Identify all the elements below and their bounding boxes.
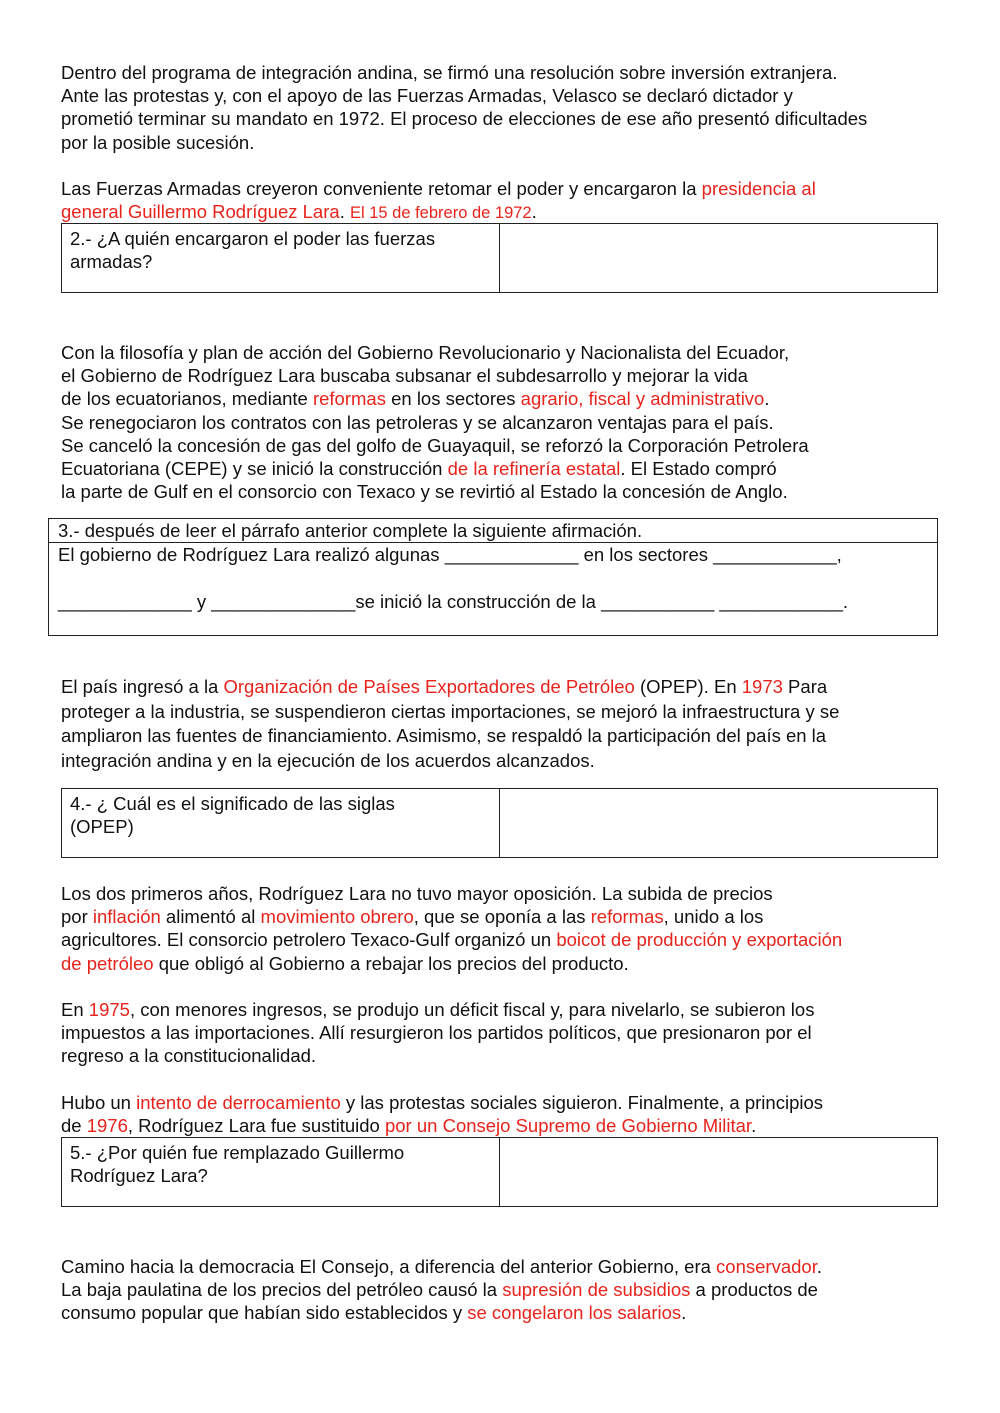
text-line: integración andina y en la ejecución de los acuerdos alcanzados.	[61, 749, 595, 771]
highlight-text: inflación	[92, 906, 161, 928]
highlight-text: de petróleo	[61, 952, 154, 974]
text-line	[61, 1301, 951, 1324]
highlight-text: 1976	[86, 1115, 128, 1137]
text-span: Para	[782, 676, 828, 697]
text-line	[61, 998, 951, 1021]
text-line	[61, 200, 951, 225]
paragraph-oposicion	[61, 882, 951, 975]
text-span: .	[339, 201, 350, 223]
highlight-text: Organización de Países Exportadores de Petróleo	[223, 676, 635, 697]
highlight-text: presidencia al	[701, 178, 816, 199]
highlight-text: intento de derrocamiento	[136, 1092, 341, 1113]
text-span: .	[531, 201, 537, 223]
highlight-text: reformas	[312, 388, 386, 410]
highlight-text: agrario, fiscal y administrativo	[520, 388, 765, 410]
question-text: 4.- ¿ Cuál es el significado de las siglas	[70, 793, 395, 814]
text-span: . El Estado compró	[620, 458, 777, 480]
text-span: .	[681, 1302, 687, 1324]
question-text: (OPEP)	[70, 816, 134, 838]
text-line	[61, 928, 951, 951]
text-line	[61, 1091, 951, 1114]
question-3-fill-line[interactable]: _____________ y ______________se inició la construcción de la ___________ ____________.	[58, 591, 849, 612]
highlight-text: por un Consejo Supremo de Gobierno Militar	[384, 1115, 752, 1137]
text-span: de	[61, 1115, 87, 1137]
highlight-text: El 15 de febrero de 1972	[349, 204, 532, 223]
question-4-prompt	[62, 789, 500, 857]
text-span: que obligó al Gobierno a rebajar los precios del producto.	[153, 952, 629, 974]
paragraph-fuerzas-armadas	[61, 177, 951, 225]
text-span: En	[61, 999, 89, 1020]
question-5-prompt	[62, 1138, 500, 1206]
text-line: impuestos a las importaciones. Allí resurgieron los partidos políticos, que presionaron por el	[61, 1022, 812, 1044]
question-2-answer-cell[interactable]	[500, 224, 937, 292]
paragraph-camino-democracia	[61, 1255, 951, 1325]
question-text: armadas?	[70, 251, 153, 273]
text-line: la parte de Gulf en el consorcio con Texaco y se revirtió al Estado la concesión de Anglo.	[61, 481, 788, 503]
text-span: y las protestas sociales siguieron. Finalmente, a principios	[340, 1092, 824, 1113]
text-line: Ante las protestas y, con el apoyo de las Fuerzas Armadas, Velasco se declaró dictador y	[61, 85, 793, 107]
text-line: Con la filosofía y plan de acción del Gobierno Revolucionario y Nacionalista del Ecuador,	[61, 342, 790, 363]
text-span: .	[816, 1256, 822, 1277]
question-5-answer-cell[interactable]	[500, 1138, 937, 1206]
highlight-text: conservador	[716, 1256, 817, 1277]
text-span: a productos de	[690, 1279, 818, 1301]
text-line: el Gobierno de Rodríguez Lara buscaba subsanar el subdesarrollo y mejorar la vida	[61, 365, 748, 387]
text-span: , con menores ingresos, se produjo un déficit fiscal y, para nivelarlo, se subieron los	[129, 999, 815, 1020]
paragraph-derrocamiento	[61, 1091, 951, 1137]
paragraph-gobierno-rodriguez-lara	[61, 341, 951, 503]
text-line	[61, 1255, 951, 1278]
text-line	[61, 952, 951, 975]
question-3-header: 3.- después de leer el párrafo anterior complete la siguiente afirmación.	[49, 519, 937, 543]
text-line: por la posible sucesión.	[61, 131, 255, 153]
text-line	[61, 675, 951, 700]
text-span: , unido a los	[663, 906, 764, 928]
text-span: , que se oponía a las	[413, 906, 591, 928]
question-4-table	[61, 788, 938, 858]
paragraph-integracion-andina	[61, 61, 951, 154]
highlight-text: supresión de subsidios	[502, 1279, 691, 1301]
question-2-table	[61, 223, 938, 293]
question-text: 5.- ¿Por quién fue remplazado Guillermo	[70, 1142, 405, 1163]
text-line: Dentro del programa de integración andina, se firmó una resolución sobre inversión extranjera.	[61, 62, 838, 83]
text-line	[61, 905, 951, 928]
highlight-text: se congelaron los salarios	[467, 1302, 682, 1324]
text-span: Camino hacia la democracia El Consejo, a diferencia del anterior Gobierno, era	[61, 1256, 717, 1277]
text-line: regreso a la constitucionalidad.	[61, 1045, 317, 1067]
text-span: Hubo un	[61, 1092, 137, 1113]
question-2-prompt	[62, 224, 500, 292]
text-span: consumo popular que habían sido establecidos y	[61, 1302, 468, 1324]
question-4-answer-cell[interactable]	[500, 789, 937, 857]
paragraph-deficit-fiscal	[61, 998, 951, 1068]
highlight-text: boicot de producción y exportación	[556, 929, 843, 951]
text-span: El país ingresó a la	[61, 676, 224, 697]
text-line	[61, 457, 951, 480]
highlight-text: 1973	[741, 676, 783, 697]
text-span: , Rodríguez Lara fue sustituido	[127, 1115, 385, 1137]
text-span: (OPEP). En	[634, 676, 742, 697]
text-line: Se renegociaron los contratos con las petroleras y se alcanzaron ventajas para el país.	[61, 411, 774, 433]
text-span: Las Fuerzas Armadas creyeron conveniente retomar el poder y encargaron la	[61, 178, 702, 199]
text-line	[61, 1114, 951, 1137]
highlight-text: reformas	[590, 906, 664, 928]
text-line	[61, 1278, 951, 1301]
text-span: La baja paulatina de los precios del petróleo causó la	[61, 1279, 503, 1301]
text-span: agricultores. El consorcio petrolero Texaco-Gulf organizó un	[61, 929, 557, 951]
paragraph-opep	[61, 675, 951, 773]
highlight-text: general Guillermo Rodríguez Lara	[61, 201, 340, 223]
text-line: ampliaron las fuentes de financiamiento. Asimismo, se respaldó la participación del país en la	[61, 725, 827, 747]
text-line: Se canceló la concesión de gas del golfo de Guayaquil, se reforzó la Corporación Petrolera	[61, 434, 809, 456]
highlight-text: 1975	[88, 999, 130, 1020]
text-line: proteger a la industria, se suspendieron ciertas importaciones, se mejoró la infraestructura y se	[61, 700, 840, 722]
question-text: 2.- ¿A quién encargaron el poder las fuerzas	[70, 228, 436, 249]
text-span: de los ecuatorianos, mediante	[61, 388, 313, 410]
highlight-text: movimiento obrero	[260, 906, 414, 928]
highlight-text: de la refinería estatal	[447, 458, 621, 480]
text-span: Ecuatoriana (CEPE) y se inició la construcción	[61, 458, 448, 480]
text-span: en los sectores	[385, 388, 521, 410]
text-line	[61, 177, 951, 200]
question-3-table	[48, 518, 938, 636]
text-span: .	[764, 388, 770, 410]
text-span: alimentó al	[160, 906, 261, 928]
text-line: prometió terminar su mandato en 1972. El proceso de elecciones de ese año presentó dificultades	[61, 108, 868, 130]
text-line: Los dos primeros años, Rodríguez Lara no tuvo mayor oposición. La subida de precios	[61, 883, 773, 904]
text-span: .	[751, 1115, 757, 1137]
question-3-fill-line[interactable]: El gobierno de Rodríguez Lara realizó algunas _____________ en los sectores ____________,	[58, 544, 842, 565]
question-5-table	[61, 1137, 938, 1207]
question-text: Rodríguez Lara?	[70, 1165, 208, 1187]
text-line	[61, 387, 951, 410]
text-span: por	[61, 906, 93, 928]
